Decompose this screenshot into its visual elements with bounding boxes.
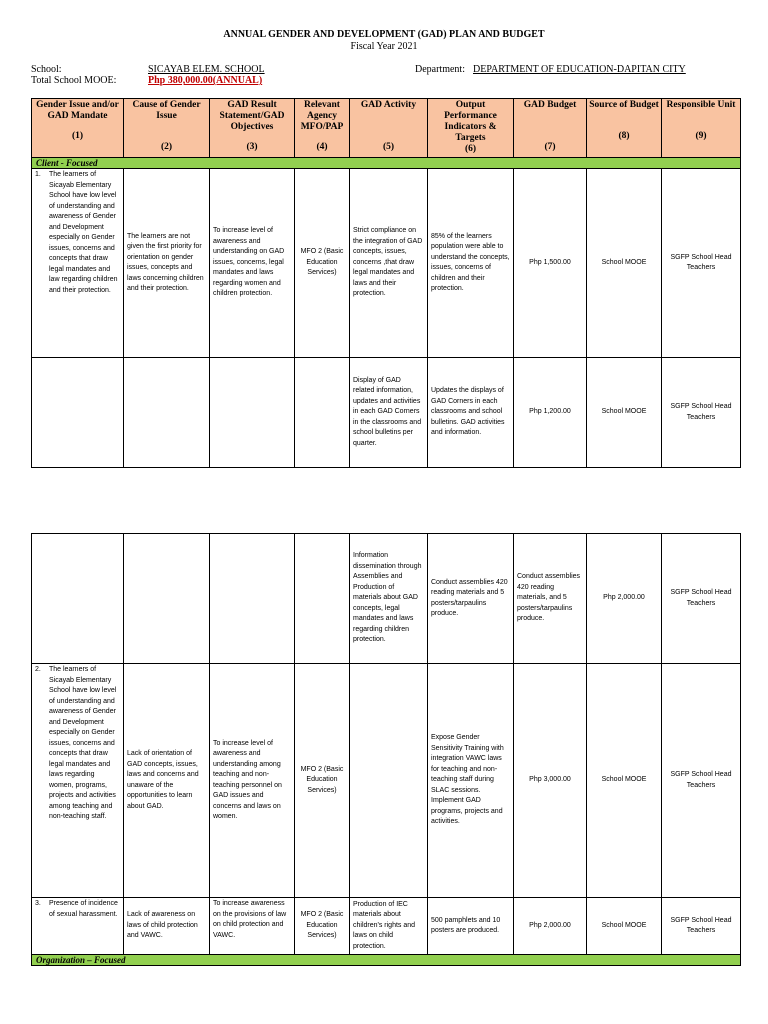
page-title: ANNUAL GENDER AND DEVELOPMENT (GAD) PLAN AND BUDGET — [223, 29, 545, 40]
activity-cell: Production of IEC materials about children's rights and laws on child protection. — [350, 898, 428, 955]
issue-cell — [32, 169, 124, 358]
indicator-cell: Expose Gender Sensitivity Training with integration VAWC laws for teaching and non-teaching staff during SLAC sessions. Implement GAD programs, projects and activities. — [428, 664, 514, 898]
col-header — [350, 99, 428, 158]
objective-cell: To increase level of awareness and understanding on GAD issues, concerns, legal mandates and laws regarding women and children protection. — [210, 169, 295, 358]
col-header — [295, 99, 350, 158]
budget-cell: Php 2,000.00 — [514, 898, 587, 955]
source-cell: Php 2,000.00 — [587, 534, 662, 664]
col-num: (6) — [464, 144, 477, 154]
mooe-label: Total School MOOE: — [31, 75, 117, 86]
col-label: Relevant Agency MFO/PAP — [300, 100, 344, 132]
col-header — [32, 99, 124, 158]
activity-cell — [350, 664, 428, 898]
department-value: DEPARTMENT OF EDUCATION-DAPITAN CITY — [473, 64, 686, 75]
col-num: (7) — [544, 142, 556, 152]
col-num: (8) — [618, 131, 630, 141]
unit-cell: SGFP School Head Teachers — [662, 898, 741, 955]
fiscal-year: Fiscal Year 2021 — [350, 41, 418, 52]
col-label: Output Performance Indicators & Targets — [444, 100, 497, 143]
col-num: (4) — [316, 142, 328, 152]
school-value: SICAYAB ELEM. SCHOOL — [148, 64, 265, 75]
col-label: Gender Issue and/or GAD Mandate — [36, 100, 119, 121]
col-num: (2) — [160, 142, 173, 152]
issue-number: 1. — [35, 171, 41, 178]
indicator-cell: 85% of the learners population were able to understand the concepts, issues, concerns of children and their protection. — [428, 169, 514, 358]
unit-cell: SGFP School Head Teachers — [662, 664, 741, 898]
budget-cell: Conduct assemblies 420 reading materials, and 5 posters/tarpaulins produce. — [514, 534, 587, 664]
school-label: School: — [31, 64, 62, 75]
table-row — [32, 898, 741, 955]
mooe-value: Php 380,000.00(ANNUAL) — [148, 75, 263, 86]
table-row — [32, 169, 741, 358]
section-organization: Organization – Focused — [32, 955, 741, 966]
unit-cell: SGFP School Head Teachers — [662, 169, 741, 358]
gad-table-part2 — [31, 533, 741, 966]
section-row — [32, 955, 741, 966]
table-row — [32, 664, 741, 898]
col-label: GAD Budget — [523, 100, 577, 110]
department-label: Department: — [415, 64, 465, 75]
indicator-cell: Updates the displays of GAD Corners in each classrooms and school bulletins. GAD activities and information. — [428, 358, 514, 468]
col-header — [662, 99, 741, 158]
cause-cell: The learners are not given the first priority for orientation on gender issues, concepts and laws concerning children and their protection. — [124, 169, 210, 358]
col-header — [514, 99, 587, 158]
mfo-cell: MFO 2 (Basic Education Services) — [295, 169, 350, 358]
col-header — [210, 99, 295, 158]
col-label: Cause of Gender Issue — [132, 100, 201, 121]
gad-table-part1 — [31, 98, 741, 468]
mfo-cell: MFO 2 (Basic Education Services) — [295, 898, 350, 955]
cause-cell — [124, 534, 210, 664]
source-cell: School MOOE — [587, 898, 662, 955]
col-header — [428, 99, 514, 158]
col-num: (3) — [246, 142, 258, 152]
objective-cell — [210, 358, 295, 468]
issue-text: Presence of incidence of sexual harassment. — [49, 900, 118, 918]
issue-number: 3. — [35, 900, 41, 907]
source-cell: School MOOE — [587, 664, 662, 898]
objective-cell: To increase level of awareness and understanding among teaching and non-teaching personnel on GAD issues and concerns and laws on women. — [210, 664, 295, 898]
table-row — [32, 358, 741, 468]
activity-cell: Information dissemination through Assemblies and Production of materials about GAD concepts, legal mandates and laws regarding children protection. — [350, 534, 428, 664]
header-row — [32, 99, 741, 158]
issue-cell — [32, 664, 124, 898]
issue-number: 2. — [35, 666, 41, 673]
mfo-cell — [295, 534, 350, 664]
col-header — [587, 99, 662, 158]
indicator-cell: 500 pamphlets and 10 posters are produced. — [428, 898, 514, 955]
col-header — [124, 99, 210, 158]
issue-text: The learners of Sicayab Elementary School have low level of understanding and awareness of Gender and Development especially on Gender issues, concerns and concepts that draw legal mandates and law regarding children and their protection. — [49, 171, 118, 294]
source-cell: School MOOE — [587, 358, 662, 468]
col-num: (1) — [71, 131, 84, 141]
issue-cell — [32, 358, 124, 468]
section-row — [32, 158, 741, 169]
activity-cell: Display of GAD related information, updates and activities in each GAD Corners in the classrooms and school bulletins per quarter. — [350, 358, 428, 468]
indicator-cell: Conduct assemblies 420 reading materials and 5 posters/tarpaulins produce. — [428, 534, 514, 664]
issue-cell — [32, 534, 124, 664]
col-label: Source of Budget — [589, 100, 659, 110]
issue-cell — [32, 898, 124, 955]
col-label: GAD Activity — [360, 100, 417, 110]
objective-cell: To increase awareness on the provisions of law on child protection and VAWC. — [210, 898, 295, 955]
budget-cell: Php 1,500.00 — [514, 169, 587, 358]
table-row — [32, 534, 741, 664]
budget-cell: Php 1,200.00 — [514, 358, 587, 468]
unit-cell: SGFP School Head Teachers — [662, 534, 741, 664]
mfo-cell — [295, 358, 350, 468]
cause-cell: Lack of awareness on laws of child protection and VAWC. — [124, 898, 210, 955]
col-num: (5) — [382, 142, 395, 152]
activity-cell: Strict compliance on the integration of GAD concepts, issues, concerns ,that draw legal mandates and laws and their protection. — [350, 169, 428, 358]
unit-cell: SGFP School Head Teachers — [662, 358, 741, 468]
col-label: GAD Result Statement/GAD Objectives — [219, 100, 285, 132]
budget-cell: Php 3,000.00 — [514, 664, 587, 898]
cause-cell — [124, 358, 210, 468]
cause-cell: Lack of orientation of GAD concepts, issues, laws and concerns and unaware of the opportunities to learn about GAD. — [124, 664, 210, 898]
issue-text: The learners of Sicayab Elementary School have low level of understanding and awareness of Gender and Development especially on Gender issues, concerns and concepts that draw legal mandates and laws regarding women, programs, projects and activities among teaching and non-teaching staff. — [49, 666, 117, 820]
source-cell: School MOOE — [587, 169, 662, 358]
mfo-cell: MFO 2 (Basic Education Services) — [295, 664, 350, 898]
objective-cell — [210, 534, 295, 664]
section-client: Client - Focused — [32, 158, 741, 169]
col-num: (9) — [695, 131, 707, 141]
col-label: Responsible Unit — [666, 100, 736, 110]
